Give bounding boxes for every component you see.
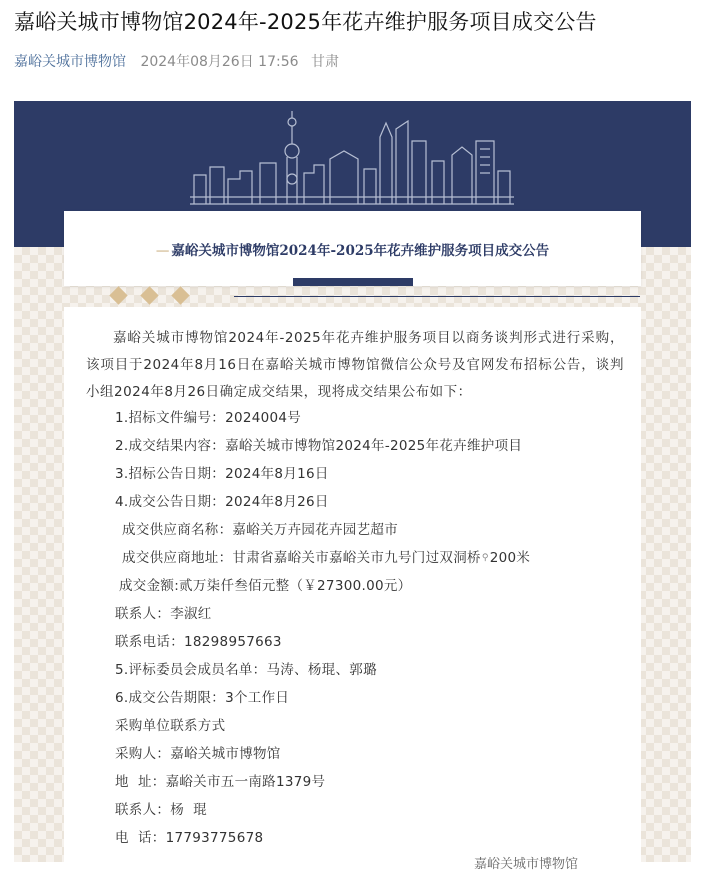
- title-underline-bar: [293, 278, 413, 286]
- publish-location: 甘肃: [310, 54, 339, 70]
- contact-person-line: 联系人：李淑红: [115, 606, 212, 622]
- purchaser-contact-person-line: 联系人：杨 琨: [115, 802, 207, 818]
- purchaser-line: 采购人：嘉峪关城市博物馆: [115, 746, 281, 762]
- supplier-address-text: 成交供应商地址：甘肃省嘉峪关市嘉峪关市九号门过双洞桥: [122, 550, 481, 566]
- article-meta: [14, 51, 339, 71]
- supplier-address-line: [122, 548, 530, 568]
- purchaser-address-line: 地 址：嘉峪关市五一南路1379号: [115, 774, 326, 790]
- decorative-diamonds: [110, 287, 200, 305]
- intro-paragraph: 嘉峪关城市博物馆2024年-2025年花卉维护服务项目以商务谈判形式进行采购，该项目于2024年8月16日在嘉峪关城市博物馆微信公众号及官网发布招标公告，谈判小组2024年8月26日确定成交结果，现将成交结果公布如下：: [86, 330, 624, 400]
- card-title-text: 嘉峪关城市博物馆2024年-2025年花卉维护服务项目成交公告: [171, 243, 550, 259]
- account-name-link[interactable]: 嘉峪关城市博物馆: [14, 54, 126, 70]
- accent-divider: [234, 296, 640, 297]
- diamond-icon: [109, 286, 127, 304]
- purchaser-contact-heading: 采购单位联系方式: [115, 718, 226, 734]
- announcement-period-line: 6.成交公告期限：3个工作日: [115, 690, 290, 706]
- purchaser-phone-line: 电 话：17793775678: [115, 830, 264, 846]
- doc-number-line: 1.招标文件编号：2024004号: [115, 410, 302, 426]
- publish-date: 2024年08月26日 17:56: [140, 54, 299, 70]
- award-amount-line: 成交金额:贰万柒仟叁佰元整（￥27300.00元）: [119, 578, 412, 594]
- diamond-icon: [140, 286, 158, 304]
- card-title-dash: —: [155, 243, 170, 259]
- search-icon[interactable]: ⚲: [481, 553, 489, 563]
- supplier-address-distance: 200米: [489, 550, 531, 566]
- article-title: 嘉峪关城市博物馆2024年-2025年花卉维护服务项目成交公告: [14, 10, 597, 34]
- award-date-line: 4.成交公告日期：2024年8月26日: [115, 494, 329, 510]
- announcement-content: [64, 307, 641, 867]
- card-title: [64, 239, 641, 259]
- footer-signature-peek: 嘉峪关城市博物馆: [474, 857, 579, 872]
- result-content-line: 2.成交结果内容：嘉峪关城市博物馆2024年-2025年花卉维护项目: [115, 438, 523, 454]
- tender-date-line: 3.招标公告日期：2024年8月16日: [115, 466, 329, 482]
- supplier-name-line: 成交供应商名称：嘉峪关万卉园花卉园艺超市: [122, 522, 398, 538]
- title-card: [64, 211, 641, 286]
- committee-members-line: 5.评标委员会成员名单：马涛、杨琨、郭璐: [115, 662, 377, 678]
- diamond-icon: [171, 286, 189, 304]
- contact-phone-line: 联系电话：18298957663: [115, 634, 282, 650]
